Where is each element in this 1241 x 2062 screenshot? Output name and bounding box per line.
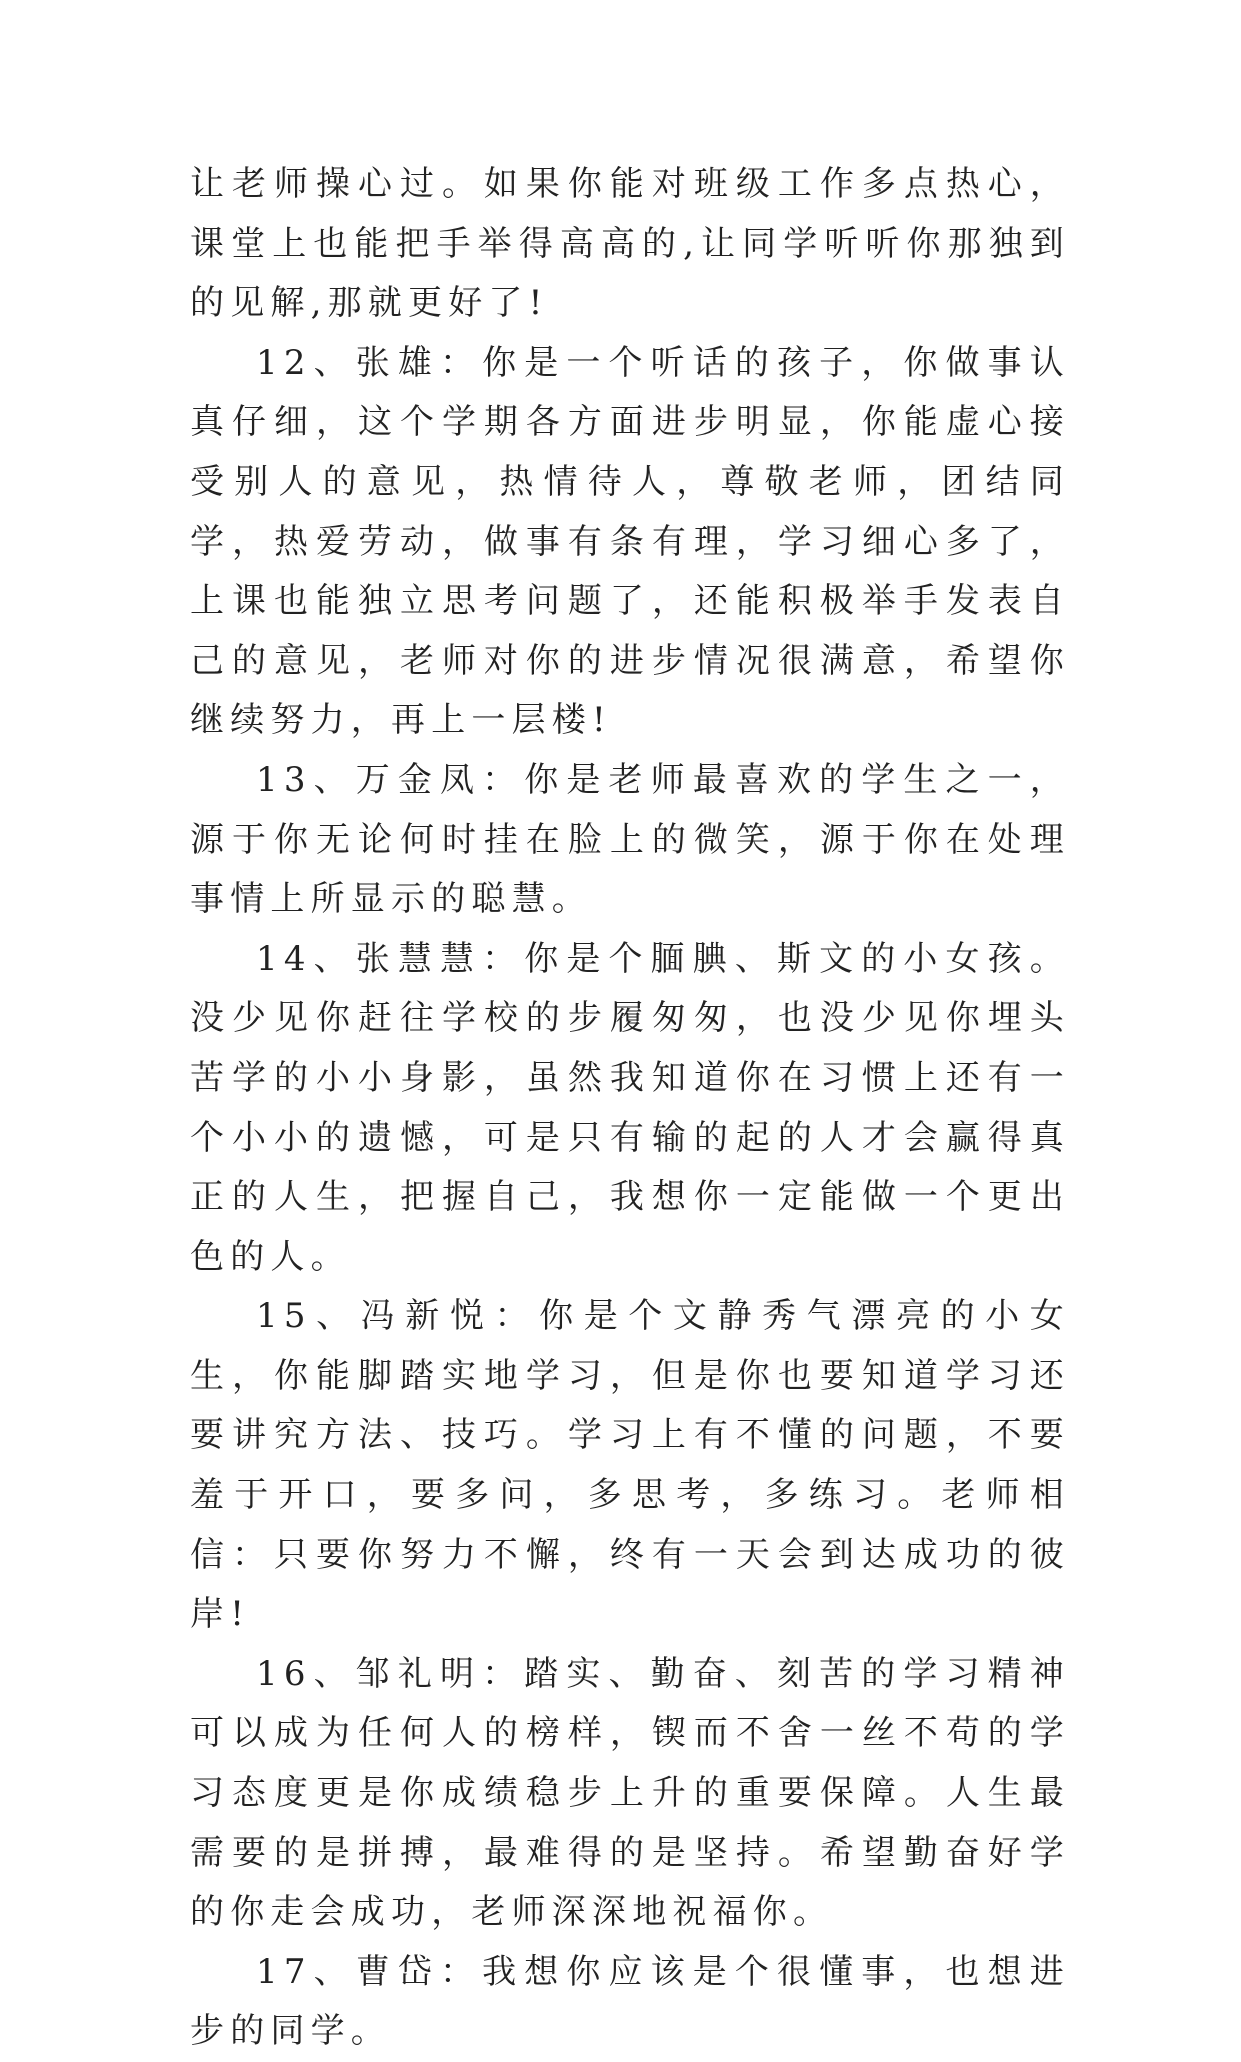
paragraph-13: 13、万金凤：你是老师最喜欢的学生之一，源于你无论何时挂在脸上的微笑，源于你在处理事情上所显示的聪慧。 [190, 759, 1070, 920]
document-body [190, 155, 1070, 2062]
paragraph-12: 12、张雄：你是一个听话的孩子，你做事认真仔细，这个学期各方面进步明显，你能虚心接受别人的意见，热情待人，尊敬老师，团结同学，热爱劳动，做事有条有理，学习细心多了，上课也能独立思考问题了，还能积极举手发表自己的意见，老师对你的进步情况很满意，希望你继续努力，再上一层楼! [190, 342, 1070, 741]
paragraph-17: 17、曹岱：我想你应该是个很懂事，也想进步的同学。 [190, 1951, 1070, 2052]
paragraph-14: 14、张慧慧：你是个腼腆、斯文的小女孩。没少见你赶往学校的步履匆匆，也没少见你埋头苦学的小小身影，虽然我知道你在习惯上还有一个小小的遗憾，可是只有输的起的人才会赢得真正的人生，把握自己，我想你一定能做一个更出色的人。 [190, 938, 1070, 1277]
paragraph-11-continuation: 让老师操心过。如果你能对班级工作多点热心，课堂上也能把手举得高高的,让同学听听你那独到的见解,那就更好了! [190, 164, 1070, 324]
paragraph-16: 16、邹礼明：踏实、勤奋、刻苦的学习精神可以成为任何人的榜样，锲而不舍一丝不苟的学习态度更是你成绩稳步上升的重要保障。人生最需要的是拼搏，最难得的是坚持。希望勤奋好学的你走会成功，老师深深地祝福你。 [190, 1653, 1070, 1933]
paragraph-15: 15、冯新悦：你是个文静秀气漂亮的小女生，你能脚踏实地学习，但是你也要知道学习还要讲究方法、技巧。学习上有不懂的问题，不要羞于开口，要多问，多思考，多练习。老师相信：只要你努力不懈，终有一天会到达成功的彼岸! [190, 1296, 1070, 1635]
